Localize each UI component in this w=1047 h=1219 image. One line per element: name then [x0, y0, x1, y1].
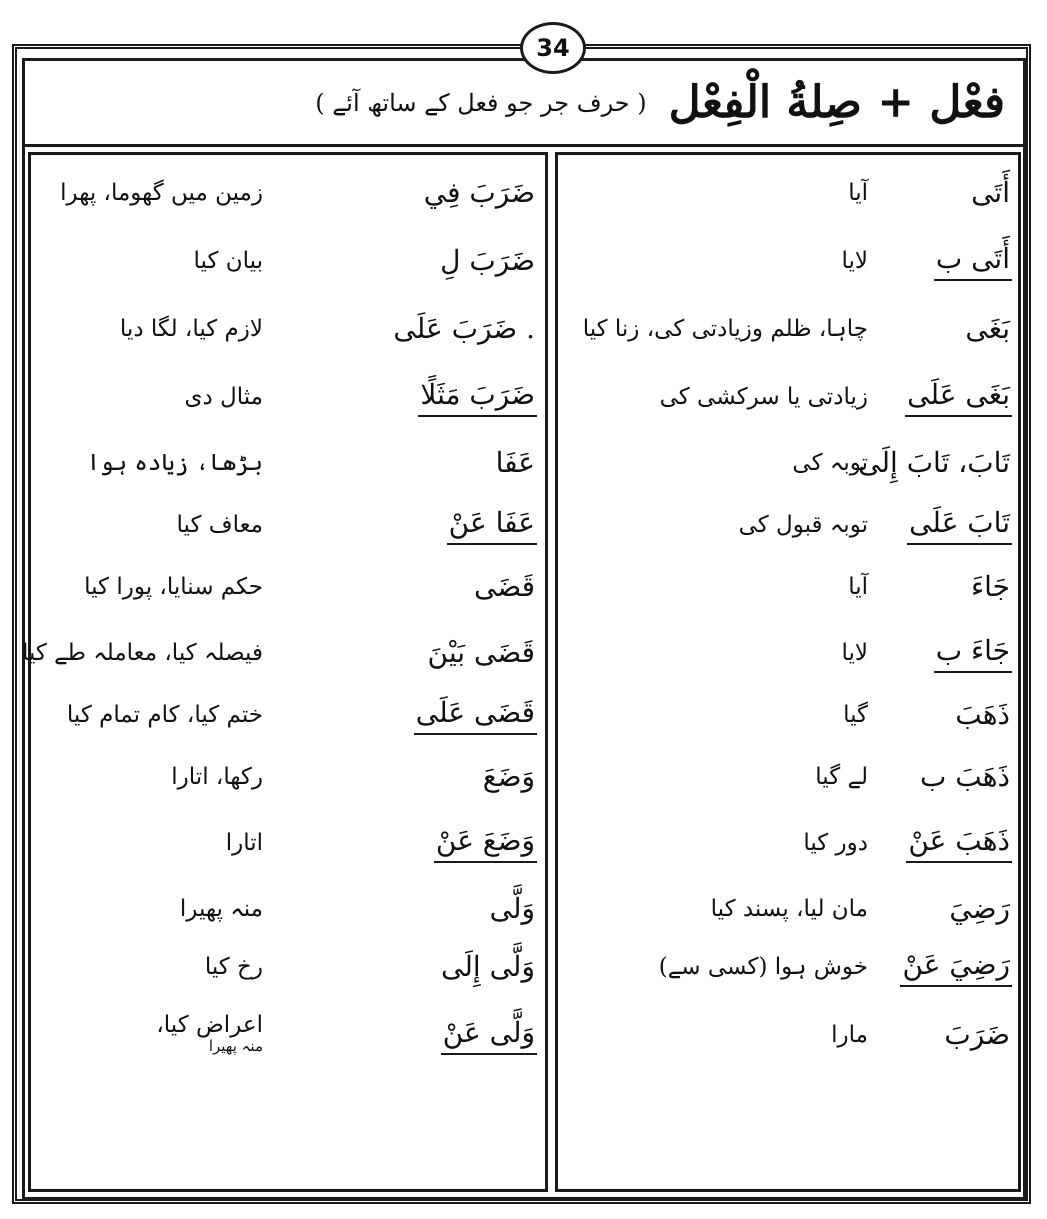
arabic-verb: وَضَعَ — [482, 760, 535, 793]
entry-row — [558, 887, 1018, 931]
entry-row — [558, 945, 1018, 989]
left-column — [21, 152, 548, 1192]
urdu-meaning: آیا — [848, 574, 868, 600]
arabic-verb: قَضَى — [473, 570, 535, 603]
entry-row — [31, 565, 545, 609]
arabic-verb: وَلَّى — [489, 892, 535, 925]
arabic-verb: جَاءَ — [970, 570, 1010, 603]
entry-row — [31, 887, 545, 931]
entry-row — [31, 441, 545, 485]
entry-row — [31, 945, 545, 989]
urdu-meaning: رخ کیا — [204, 954, 263, 980]
arabic-verb: ذَهَبَ — [955, 698, 1010, 731]
page-number — [520, 22, 586, 74]
arabic-verb: عَفَا — [495, 446, 535, 479]
arabic-verb: رَضِيَ عَنْ — [900, 945, 1012, 987]
arabic-verb: وَلَّى إِلَى — [441, 950, 535, 983]
urdu-meaning: مان لیا، پسند کیا — [710, 896, 868, 922]
arabic-verb: ضَرَبَ مَثَلًا — [418, 375, 537, 417]
arabic-verb: ذَهَبَ عَنْ — [906, 821, 1012, 863]
urdu-meaning: بڑھا، زیادہ ہوا — [86, 450, 263, 476]
urdu-meaning: حکم سنایا، پورا کیا — [84, 574, 263, 600]
entry-row — [31, 821, 545, 865]
entry-row — [558, 441, 1018, 485]
urdu-meaning: گیا — [843, 702, 868, 728]
arabic-verb: قَضَى بَيْنَ — [427, 636, 535, 669]
arabic-verb: تَابَ عَلَى — [907, 503, 1012, 545]
entry-row — [21, 631, 545, 675]
urdu-meaning — [156, 1013, 263, 1055]
entry-row — [558, 631, 1018, 675]
arabic-verb: ذَهَبَ ب — [920, 760, 1010, 793]
urdu-meaning: مارا — [831, 1022, 868, 1048]
arabic-verb: أَتَى — [971, 176, 1010, 209]
arabic-verb: . ضَرَبَ عَلَى — [393, 312, 535, 345]
entry-row — [558, 171, 1018, 215]
entry-row — [31, 755, 545, 799]
urdu-meaning: معاف کیا — [176, 512, 263, 538]
arabic-verb: ضَرَبَ فِي — [423, 176, 535, 209]
entry-row — [558, 307, 1018, 351]
urdu-meaning-line-2: منہ پھیرا — [208, 1037, 263, 1055]
arabic-verb: عَفَا عَنْ — [447, 503, 537, 545]
urdu-meaning: توبہ قبول کی — [738, 512, 868, 538]
urdu-meaning: منہ پھیرا — [179, 896, 263, 922]
title-bar — [25, 61, 1023, 147]
right-column — [555, 152, 1021, 1192]
urdu-meaning: زیادتی یا سرکشی کی — [659, 384, 868, 410]
entry-row — [558, 693, 1018, 737]
urdu-meaning: فیصلہ کیا، معاملہ طے کیا — [21, 640, 263, 666]
urdu-meaning: لایا — [841, 640, 868, 666]
entry-row — [558, 755, 1018, 799]
urdu-meaning: لے گیا — [815, 764, 868, 790]
entry-row — [558, 821, 1018, 865]
arabic-verb: جَاءَ ب — [934, 631, 1012, 673]
urdu-meaning: اتارا — [225, 830, 263, 856]
arabic-verb: وَضَعَ عَنْ — [434, 821, 537, 863]
entry-row — [558, 503, 1018, 547]
entry-row — [31, 171, 545, 215]
urdu-meaning: دور کیا — [803, 830, 868, 856]
urdu-meaning: ختم کیا، کام تمام کیا — [66, 702, 263, 728]
entry-row — [31, 1013, 545, 1057]
urdu-meaning: لایا — [841, 248, 868, 274]
urdu-meaning: زمین میں گھوما، پھرا — [60, 180, 263, 206]
entry-row — [31, 693, 545, 737]
arabic-verb: قَضَى عَلَى — [414, 693, 537, 735]
arabic-verb: رَضِيَ — [949, 892, 1010, 925]
entry-row — [31, 239, 545, 283]
entry-row — [31, 307, 545, 351]
arabic-verb: ضَرَبَ لِ — [440, 244, 535, 277]
entry-row — [558, 1013, 1018, 1057]
entry-row — [558, 375, 1018, 419]
entry-row — [558, 239, 1018, 283]
urdu-meaning: بیان کیا — [193, 248, 263, 274]
arabic-verb: تَابَ، تَابَ إِلَى — [858, 446, 1010, 479]
urdu-meaning-line-1: اعراض کیا، — [156, 1012, 263, 1038]
arabic-verb: ضَرَبَ — [944, 1018, 1010, 1051]
urdu-meaning: آیا — [848, 180, 868, 206]
page-number-text: 34 — [536, 34, 570, 62]
urdu-meaning: رکھا، اتارا — [171, 764, 263, 790]
entry-row — [558, 565, 1018, 609]
page-title: فعْل + صِلةُ الْفِعْل — [668, 76, 1005, 128]
page-subtitle: ( حرف جر جو فعل کے ساتھ آئے ) — [315, 88, 647, 117]
arabic-verb: وَلَّى عَنْ — [441, 1013, 537, 1055]
arabic-verb: بَغَى — [965, 312, 1010, 345]
arabic-verb: بَغَى عَلَى — [905, 375, 1012, 417]
entry-row — [31, 503, 545, 547]
entry-row — [31, 375, 545, 419]
urdu-meaning: توبہ کی — [792, 450, 868, 476]
arabic-verb: أَتَى ب — [934, 239, 1012, 281]
urdu-meaning: خوش ہوا (کسی سے) — [658, 954, 868, 980]
urdu-meaning: چاہا، ظلم وزیادتی کی، زنا کیا — [582, 316, 868, 342]
urdu-meaning: لازم کیا، لگا دیا — [119, 316, 263, 342]
urdu-meaning: مثال دی — [184, 384, 263, 410]
